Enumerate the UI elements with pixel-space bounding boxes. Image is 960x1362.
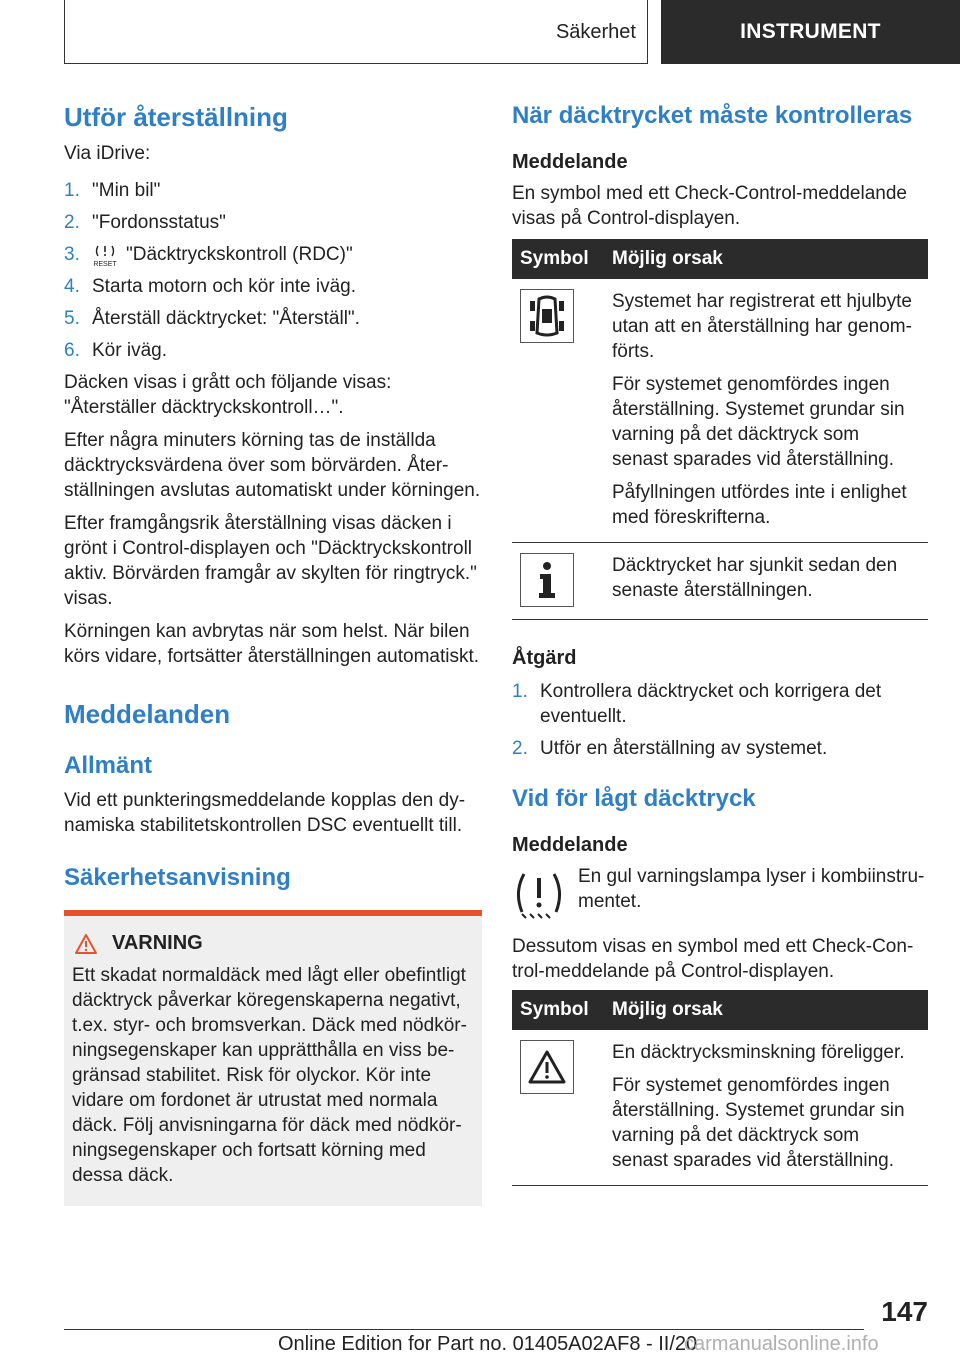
- header-chapter-tab: INSTRUMENT: [661, 0, 960, 64]
- low-pressure-heading: Vid för lågt däcktryck: [512, 785, 756, 812]
- left-column: [64, 100, 482, 1206]
- warning-label: VARNING: [112, 932, 203, 954]
- footer-divider: [64, 1329, 864, 1330]
- also-text: Dessutom visas en symbol med ett Check-Control-meddelande på Control-displayen.: [512, 936, 914, 982]
- table-row: Systemet har registrerat ett hjulbyte utan att en återställning har genomförts. För systemet genomfördes ingen återställning. Systemet grundar sin varning på det däcktryck som senast sparades vid återställning. Påfyllningen utfördes inte i enlighet med föreskrifterna.: [512, 279, 928, 543]
- lamp-text: En gul varningslampa lyser i kombiinstrumentet.: [578, 866, 925, 912]
- low-message-label: Meddelande: [512, 834, 628, 856]
- reset-paragraph: Däcken visas i grått och följande visas: "Återställer däcktryckskontroll…".: [64, 372, 392, 418]
- warning-bar: [64, 910, 482, 916]
- edition-text: Online Edition for Part no. 01405A02AF8 - II/20: [278, 1333, 698, 1355]
- car-tire-icon: [520, 289, 574, 343]
- info-icon: [520, 553, 574, 607]
- warning-triangle-icon: [74, 933, 98, 955]
- table-header-symbol: Symbol: [512, 990, 604, 1030]
- list-item: 1. "Min bil": [64, 180, 161, 201]
- header-section-title: Säkerhet: [555, 20, 636, 43]
- reset-paragraph: Körningen kan avbrytas när som helst. När bilen körs vidare, fortsätter återställningen automatiskt.: [64, 621, 480, 667]
- table-header-cause: Möjlig orsak: [604, 239, 928, 279]
- list-item: 1. Kontrollera däcktrycket och korrigera det eventuellt.: [512, 681, 882, 727]
- reset-heading: Utför återställning: [64, 102, 288, 132]
- low-symbol-table: [512, 990, 928, 1186]
- warning-box: [64, 910, 482, 1206]
- reset-icon-label: RESET: [93, 260, 117, 268]
- right-column: [512, 100, 928, 1186]
- check-symbol-table: [512, 239, 928, 620]
- check-message-text: En symbol med ett Check-Control-meddelande visas på Control-displayen.: [512, 183, 907, 229]
- reset-intro: Via iDrive:: [64, 143, 151, 164]
- table-row: Däcktrycket har sjunkit sedan den senaste återställningen.: [512, 543, 928, 620]
- list-item: 5. Återställ däcktrycket: "Återställ".: [64, 308, 360, 329]
- general-text: Vid ett punkteringsmeddelande kopplas den dynamiska stabilitetskontrollen DSC eventuellt till.: [64, 790, 466, 836]
- watermark-text: carmanualsonline.info: [684, 1333, 879, 1355]
- tire-reset-icon: [92, 244, 118, 266]
- tire-pressure-warning-icon: [512, 868, 566, 922]
- reset-paragraph: Efter några minuters körning tas de inställda däcktrycksvärdena över som börvärden. Återställningen avslutas automatiskt under körningen.: [64, 430, 481, 501]
- list-item: 2. Utför en återställning av systemet.: [512, 738, 828, 759]
- lamp-row: [512, 864, 928, 922]
- reset-paragraph: Efter framgångsrik återställning visas däcken i grönt i Control-displayen och "Däcktryckskontroll aktiv. Börvärden framgår av skylten för ringtryck." visas.: [64, 513, 477, 609]
- list-item: 6. Kör iväg.: [64, 340, 167, 361]
- list-item: 4. Starta motorn och kör inte iväg.: [64, 276, 357, 297]
- table-header-symbol: Symbol: [512, 239, 604, 279]
- action-steps: [512, 679, 928, 761]
- reset-steps: [64, 178, 482, 363]
- general-heading: Allmänt: [64, 752, 153, 779]
- check-message-label: Meddelande: [512, 151, 628, 173]
- list-item: 3. RESET "Däcktryckskontroll (RDC)": [64, 244, 353, 268]
- table-row: En däcktrycksminskning föreligger. För systemet genomfördes ingen återställning. Systemet grundar sin varning på det däcktryck som senast sparades vid återställning.: [512, 1030, 928, 1186]
- action-label: Åtgärd: [512, 647, 577, 669]
- messages-heading: Meddelanden: [64, 699, 231, 729]
- page-number: 147: [881, 1296, 928, 1327]
- warning-triangle-icon: [520, 1040, 574, 1094]
- warning-text: Ett skadat normaldäck med lågt eller obefintligt däcktryck påverkar köregenskaperna negativt, t.ex. styr- och bromsverkan. Däck med nödkörningsegenskaper kan upprätthålla en viss begränsad stabilitet. Risk för olyckor. Kör inte vidare om fordonet är utrustat med normala däck. Följ anvisningarna för däck med nödkörningsegenskaper och fortsatt körning med dessa däck.: [72, 965, 467, 1186]
- check-heading: När däcktrycket måste kontrolleras: [512, 102, 913, 129]
- list-item: 2. "Fordonsstatus": [64, 212, 226, 233]
- table-header-cause: Möjlig orsak: [604, 990, 928, 1030]
- safety-heading: Säkerhetsanvisning: [64, 864, 291, 891]
